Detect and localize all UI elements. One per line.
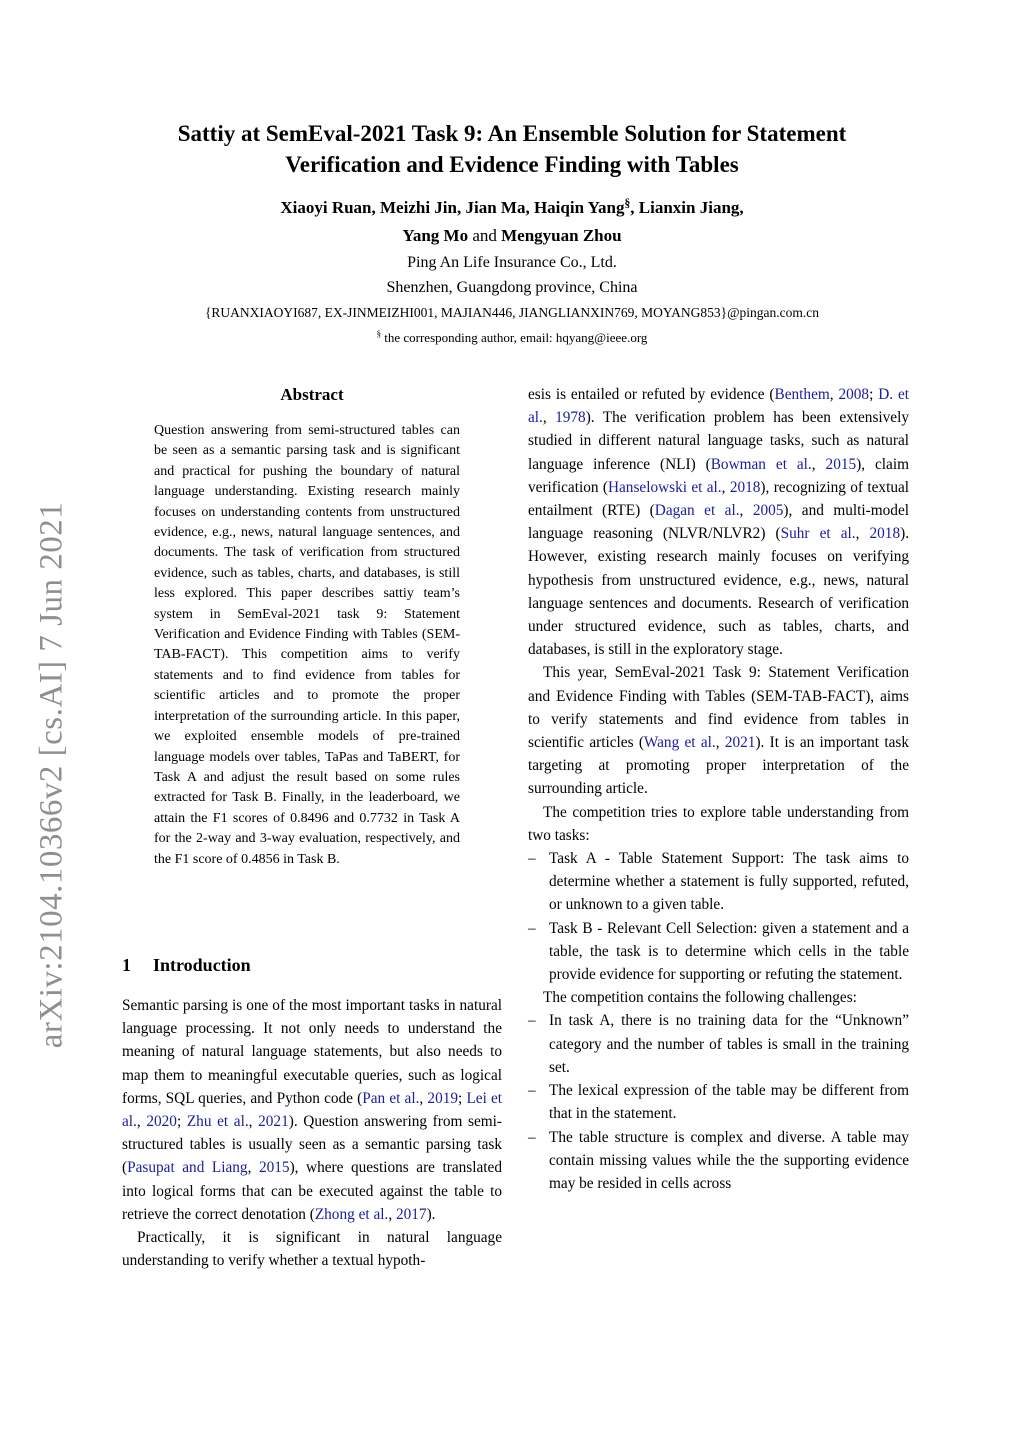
citation-link[interactable]: Hanselowski et al. bbox=[607, 478, 722, 496]
text-run: Xiaoyi Ruan, Meizhi Jin, Jian Ma, Haiqin Yang bbox=[280, 198, 625, 217]
citation-link[interactable]: Lei et al. bbox=[122, 1089, 503, 1131]
text-run: ). Question answering from semi-structured tables is usually seen as a semantic parsing task ( bbox=[122, 1113, 502, 1177]
paper-title-line-2: Verification and Evidence Finding with Tables bbox=[285, 152, 739, 177]
left-column bbox=[122, 994, 502, 1272]
list-item-marker: – bbox=[528, 1012, 536, 1030]
citation-link[interactable]: 2021 bbox=[724, 734, 756, 752]
list-item-marker: – bbox=[528, 919, 536, 937]
citation-link[interactable]: 2015 bbox=[825, 455, 857, 473]
citation-link[interactable]: Wang et al. bbox=[643, 734, 716, 752]
citation-link[interactable]: Benthem bbox=[774, 386, 830, 403]
paragraph bbox=[122, 994, 502, 1226]
author-block bbox=[0, 194, 1024, 349]
citation-link[interactable]: Suhr et al. bbox=[780, 525, 856, 543]
list-item bbox=[528, 847, 909, 917]
abstract-text: Question answering from semi-structured tables can be seen as a semantic parsing task and is significant and practical for pushing the boundary of natural language understanding. Existing research mainly focuses on understanding contents from unstructured evidence, e.g., news, natural language sentences, and documents. The task of verification from structured evidence, such as tables, charts, and databases, is still less explored. This paper describes sattiy team’s system in SemEval-2021 task 9: Statement Verification and Evidence Finding with Tables (SEM-TAB-FACT). This competition aims to verify statements and to find evidence from tables for scientific articles and to promote the proper interpretation of the surrounding article. In this paper, we exploited ensemble models of pre-trained language models over tables, TaPas and TaBERT, for Task A and adjust the result based on some rules extracted for Task B. Finally, in the leaderboard, we attain the F1 scores of 0.8496 and 0.7732 in Task A for the 2-way and 3-way evaluation, respectively, and the F1 score of 0.4856 in Task B. bbox=[154, 423, 460, 867]
text-run: Semantic parsing is one of the most important tasks in natural language processing. It not only needs to understand the meaning of natural language statements, but also needs to map them to meaningful executable queries, such as logical forms, SQL queries, and Python code ( bbox=[122, 997, 502, 1107]
right-column bbox=[528, 383, 909, 1195]
affiliation-line-2: Shenzhen, Guangdong province, China bbox=[386, 279, 638, 296]
text-run: , Lianxin Jiang, bbox=[630, 198, 744, 217]
text-run: ), recognizing of textual entailment (RTE) ( bbox=[528, 478, 910, 520]
text-run: ). It is an important task targeting at promoting proper interpretation of the surrounding article. bbox=[528, 734, 909, 798]
list-item-text: Task B - Relevant Cell Selection: given a statement and a table, the task is to determine which cells in the table provide evidence for supporting or refuting the statement. bbox=[549, 919, 909, 984]
citation-link[interactable]: 2019 bbox=[427, 1089, 459, 1107]
citation-link[interactable]: 2008 bbox=[838, 386, 870, 403]
text-run: ), and multi-model language reasoning (NLVR/NLVR2) ( bbox=[528, 502, 909, 543]
text-run: and bbox=[468, 226, 502, 245]
section-number: 1 bbox=[122, 955, 131, 975]
list-item-marker: – bbox=[528, 1128, 536, 1146]
text-run: ). The verification problem has been extensively studied in different natural language tasks, such as natural language inference (NLI) ( bbox=[528, 409, 909, 473]
text-run: esis is entailed or refuted by evidence ( bbox=[528, 386, 775, 403]
citation-link[interactable]: 2017 bbox=[395, 1205, 427, 1223]
list-item-text: Task A - Table Statement Support: The task aims to determine whether a statement is fully supported, refuted, or unknown to a given table. bbox=[549, 850, 909, 914]
text-run: Yang Mo bbox=[402, 226, 469, 245]
text-run: ). However, existing research mainly focuses on verifying hypothesis from unstructured evidence, e.g., news, natural language sentences and documents. Research of verification under structured evidence, such as tables, charts, and databases, is still in the exploratory stage. bbox=[528, 525, 910, 659]
list-item bbox=[528, 1126, 909, 1196]
citation-link[interactable]: 2005 bbox=[752, 502, 784, 520]
text-run: , bbox=[855, 525, 870, 543]
citation-link[interactable]: Pan et al. bbox=[362, 1089, 420, 1107]
text-run: ; bbox=[869, 386, 879, 403]
list-item bbox=[528, 1009, 909, 1079]
paper-title-line-1: Sattiy at SemEval-2021 Task 9: An Ensemble Solution for Statement bbox=[177, 121, 847, 146]
abstract-heading: Abstract bbox=[280, 385, 344, 404]
arxiv-stamp: arXiv:2104.10366v2 [cs.AI] 7 Jun 2021 bbox=[33, 501, 70, 1049]
paragraph: Practically, it is significant in natural language understanding to verify whether a textual hypoth- bbox=[122, 1229, 502, 1270]
citation-link[interactable]: Zhu et al. bbox=[186, 1113, 249, 1131]
citation-link[interactable]: 2015 bbox=[258, 1159, 290, 1177]
text-run: ). bbox=[426, 1205, 436, 1223]
citation-link[interactable]: D. et al. bbox=[528, 386, 909, 427]
text-run: , bbox=[419, 1089, 428, 1107]
text-run: , bbox=[715, 734, 725, 752]
paragraph bbox=[528, 383, 909, 661]
text-run: This year, SemEval-2021 Task 9: Statement Verification and Evidence Finding with Tables (SEM-TAB-FACT), aims to verify statements and find evidence from tables in scientific articles ( bbox=[528, 664, 909, 752]
citation-link[interactable]: 2020 bbox=[146, 1113, 177, 1131]
list-item-text: The table structure is complex and diverse. A table may contain missing values while the the supporting evidence may be resided in cells across bbox=[549, 1128, 909, 1192]
list-item bbox=[528, 1079, 909, 1125]
author-line-2 bbox=[0, 222, 1024, 250]
list-item-marker: – bbox=[528, 1082, 536, 1100]
citation-link[interactable]: Pasupat and Liang bbox=[127, 1159, 248, 1177]
text-run: the corresponding author, email: hqyang@ieee.org bbox=[380, 330, 648, 345]
citation-link[interactable]: 2018 bbox=[729, 478, 761, 496]
text-run: Mengyuan Zhou bbox=[501, 226, 622, 245]
list-item-text: In task A, there is no training data for the “Unknown” category and the number of tables is small in the training set. bbox=[549, 1012, 909, 1076]
citation-link[interactable]: 2018 bbox=[869, 525, 901, 543]
text-run: ), where questions are translated into logical forms that can be executed against the table to retrieve the correct denotation ( bbox=[122, 1159, 502, 1223]
text-run: , bbox=[542, 409, 556, 427]
email-line: {RUANXIAOYI687, EX-JINMEIZHI001, MAJIAN446, JIANGLIANXIN769, MOYANG853}@pingan.com.cn bbox=[204, 305, 820, 320]
text-run: , bbox=[247, 1159, 259, 1177]
citation-link[interactable]: 1978 bbox=[555, 409, 586, 427]
paragraph: The competition tries to explore table understanding from two tasks: bbox=[528, 803, 909, 844]
text-run: § bbox=[624, 196, 631, 210]
citation-link[interactable]: Bowman et al. bbox=[710, 455, 812, 473]
text-run: , bbox=[388, 1205, 396, 1223]
text-run: , bbox=[739, 502, 753, 520]
text-run: , bbox=[811, 455, 826, 473]
text-run: , bbox=[721, 478, 730, 496]
paper-title bbox=[0, 118, 1024, 180]
citation-link[interactable]: Dagan et al. bbox=[654, 502, 740, 520]
paragraph: The competition contains the following challenges: bbox=[543, 989, 857, 1007]
author-line-1 bbox=[0, 194, 1024, 222]
text-run: ), claim verification ( bbox=[528, 455, 909, 496]
section-heading-introduction bbox=[122, 955, 502, 976]
text-run: , bbox=[248, 1113, 259, 1131]
paragraph bbox=[528, 661, 909, 800]
list-item bbox=[528, 917, 909, 987]
text-run: , bbox=[136, 1113, 147, 1131]
affiliation-line-1: Ping An Life Insurance Co., Ltd. bbox=[407, 254, 617, 271]
citation-link[interactable]: Zhong et al. bbox=[314, 1205, 389, 1223]
section-title: Introduction bbox=[153, 955, 251, 975]
text-run: , bbox=[829, 386, 839, 403]
text-run: ; bbox=[176, 1113, 187, 1131]
text-run: § bbox=[376, 328, 381, 339]
corresponding-author-note bbox=[0, 326, 1024, 349]
list-item-marker: – bbox=[528, 850, 536, 868]
citation-link[interactable]: 2021 bbox=[258, 1113, 289, 1131]
list-item-text: The lexical expression of the table may be different from that in the statement. bbox=[549, 1082, 909, 1123]
text-run: ; bbox=[458, 1089, 467, 1107]
